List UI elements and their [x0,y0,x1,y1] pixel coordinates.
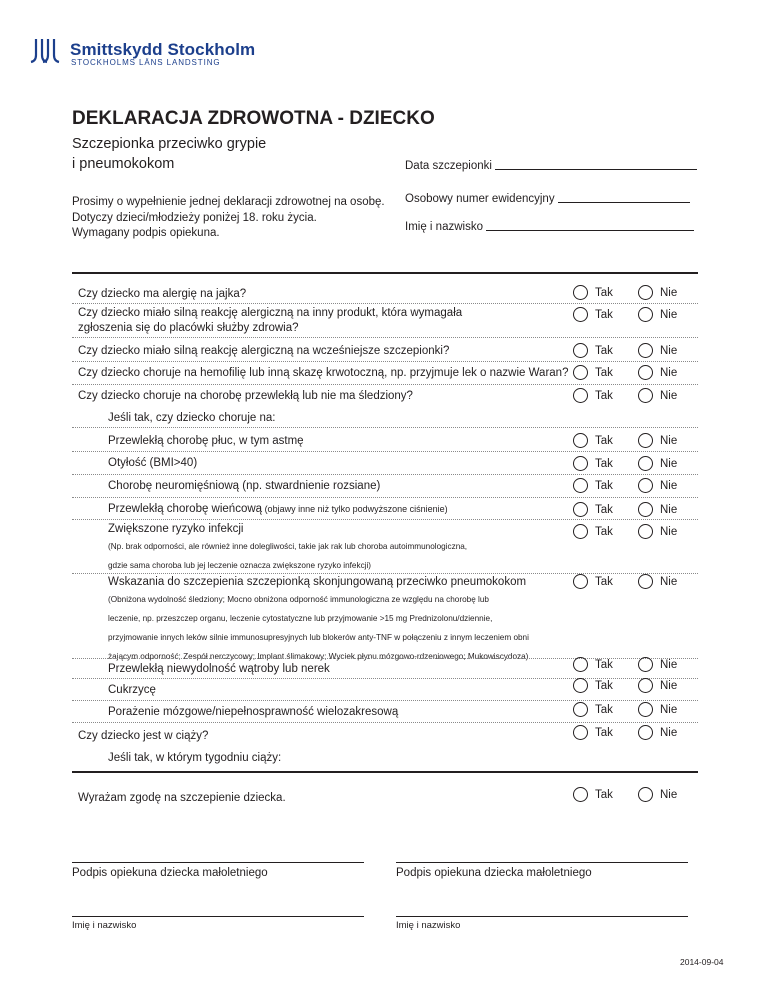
radio-circle-icon[interactable] [573,678,588,693]
radio-circle-icon[interactable] [573,343,588,358]
radio-circle-icon[interactable] [638,456,653,471]
divider [72,303,698,304]
radio-circle-icon[interactable] [573,433,588,448]
name-label-left: Imię i nazwisko [72,920,137,931]
no-option-label: Nie [660,389,678,402]
no-option[interactable] [638,574,677,589]
radio-circle-icon[interactable] [573,574,588,589]
radio-circle-icon[interactable] [638,478,653,493]
yes-option[interactable] [573,456,613,471]
name-label: Imię i nazwisko [405,221,483,233]
no-option[interactable] [638,678,677,693]
subquestion-liver-kidney: Przewlekłą niewydolność wątroby lub nerek [108,663,330,675]
no-option[interactable] [638,285,677,300]
radio-circle-icon[interactable] [638,702,653,717]
radio-circle-icon[interactable] [638,343,653,358]
subquestion-infection-risk: Zwiększone ryzyko infekcji [108,523,244,535]
no-option[interactable] [638,478,677,493]
vaccination-date-field[interactable] [405,160,697,172]
yes-option-label: Tak [595,658,613,671]
no-option[interactable] [638,307,677,322]
divider [72,497,698,498]
name-field[interactable] [405,221,694,233]
radio-circle-icon[interactable] [638,502,653,517]
yes-option[interactable] [573,478,613,493]
subquestion-pneumococcal: Wskazania do szczepienia szczepionką skonjungowaną przeciwko pneumokokom [108,576,527,588]
yes-option[interactable] [573,433,613,448]
yes-option-label: Tak [595,479,613,492]
yes-option-label: Tak [595,575,613,588]
radio-circle-icon[interactable] [638,388,653,403]
radio-circle-icon[interactable] [573,524,588,539]
yes-option[interactable] [573,787,613,802]
yes-option[interactable] [573,725,613,740]
subquestion-obesity: Otyłość (BMI>40) [108,457,198,469]
no-option-label: Nie [660,286,678,299]
radio-circle-icon[interactable] [573,307,588,322]
yes-option-label: Tak [595,788,613,801]
radio-circle-icon[interactable] [638,433,653,448]
document-subtitle: Szczepionka przeciwko grypie i pneumokokom [72,136,267,172]
no-option-label: Nie [660,658,678,671]
yes-option[interactable] [573,524,613,539]
personal-number-field[interactable] [405,193,690,205]
name-line-right[interactable] [396,916,688,917]
no-option-label: Nie [660,366,678,379]
no-option[interactable] [638,388,677,403]
no-option-label: Nie [660,434,678,447]
no-option[interactable] [638,502,677,517]
signature-label-right: Podpis opiekuna dziecka małoletniego [396,867,592,879]
question-pregnancy: Czy dziecko jest w ciąży? [78,730,209,742]
signature-line-left[interactable] [72,862,364,863]
note-pneumococcal: (Obniżona wydolność śledziony; Mocno obniżona odporność immunologiczna ze względu na chorobę lub leczenie, np. przeszczep organu, leczenie cytostatyczne lub przyjmowanie >15 mg Prednizolonu/dziennie, przyjmowanie innych leków silnie immunosupresyjnych lub blokerów anty-TNF w połączeniu z innym leczeniem obni żającym odporność; Zespół nerczycowy; Implant ślimakowy; Wyciek płynu mózgowo-rdzeniowego; Mukowiscydoza) [108,595,529,661]
personal-number-label: Osobowy numer ewidencyjny [405,193,555,205]
divider [72,337,698,338]
personal-number-line[interactable] [558,202,690,203]
yes-option[interactable] [573,388,613,403]
divider [72,700,698,701]
radio-circle-icon[interactable] [638,574,653,589]
radio-circle-icon[interactable] [573,657,588,672]
subquestion-cerebral-palsy: Porażenie mózgowe/niepełnosprawność wielozakresową [108,706,399,718]
yes-option-label: Tak [595,344,613,357]
subquestion-lung-disease: Przewlekłą chorobę płuc, w tym astmę [108,435,304,447]
yes-option-label: Tak [595,389,613,402]
radio-circle-icon[interactable] [573,702,588,717]
vaccination-date-line[interactable] [495,169,697,170]
section-divider [72,272,698,274]
no-option[interactable] [638,343,677,358]
name-line-left[interactable] [72,916,364,917]
no-option[interactable] [638,433,677,448]
yes-option-label: Tak [595,726,613,739]
radio-circle-icon[interactable] [573,388,588,403]
yes-option[interactable] [573,657,613,672]
no-option-label: Nie [660,679,678,692]
yes-option[interactable] [573,574,613,589]
section-divider [72,771,698,773]
yes-option-label: Tak [595,286,613,299]
yes-option[interactable] [573,678,613,693]
yes-option-label: Tak [595,308,613,321]
radio-circle-icon[interactable] [638,285,653,300]
radio-circle-icon[interactable] [573,725,588,740]
vaccination-date-label: Data szczepionki [405,160,492,172]
yes-option[interactable] [573,285,613,300]
footer-date: 2014-09-04 [680,957,724,967]
no-option-label: Nie [660,479,678,492]
no-option-label: Nie [660,726,678,739]
divider [72,451,698,452]
if-yes-label: Jeśli tak, czy dziecko choruje na: [108,412,276,424]
no-option-label: Nie [660,503,678,516]
no-option-label: Nie [660,344,678,357]
no-option[interactable] [638,702,677,717]
no-option-label: Nie [660,308,678,321]
name-label-right: Imię i nazwisko [396,920,461,931]
yes-option-label: Tak [595,703,613,716]
radio-circle-icon[interactable] [638,725,653,740]
radio-circle-icon[interactable] [638,657,653,672]
subquestion-diabetes: Cukrzycę [108,684,156,696]
consent-text: Wyrażam zgodę na szczepienie dziecka. [78,792,286,804]
document-title: DEKLARACJA ZDROWOTNA - DZIECKO [72,108,435,129]
yes-option[interactable] [573,502,613,517]
yes-option-label: Tak [595,457,613,470]
yes-option[interactable] [573,365,613,380]
question-chronic-disease: Czy dziecko choruje na chorobę przewlekłą lub nie ma śledziony? [78,390,413,402]
signature-line-right[interactable] [396,862,688,863]
note-infection-risk: (Np. brak odporności, ale również inne dolegliwości, takie jak rak lub choroba autoimmunologiczna, gdzie sama choroba lub jej leczenie oznacza zwiększone ryzyko infekcji) [108,542,468,570]
radio-circle-icon[interactable] [573,502,588,517]
radio-circle-icon[interactable] [638,787,653,802]
radio-circle-icon[interactable] [638,365,653,380]
sll-logo-icon [30,38,60,64]
pregnancy-follow-up: Jeśli tak, w którym tygodniu ciąży: [108,752,282,764]
yes-option-label: Tak [595,525,613,538]
question-hemophilia: Czy dziecko choruje na hemofilię lub inną skazę krwotoczną, np. przyjmuje lek o nazwie Waran? [78,367,569,379]
divider [72,474,698,475]
no-option[interactable] [638,787,677,802]
radio-circle-icon[interactable] [573,285,588,300]
radio-circle-icon[interactable] [573,787,588,802]
divider [72,519,698,520]
yes-option-label: Tak [595,503,613,516]
divider [72,427,698,428]
no-option-label: Nie [660,525,678,538]
divider [72,722,698,723]
no-option[interactable] [638,657,677,672]
signature-label-left: Podpis opiekuna dziecka małoletniego [72,867,268,879]
radio-circle-icon[interactable] [638,307,653,322]
question-egg-allergy: Czy dziecko ma alergię na jajka? [78,288,247,300]
question-vaccine-reaction: Czy dziecko miało silną reakcję alergiczną na wcześniejsze szczepionki? [78,345,450,357]
no-option[interactable] [638,725,677,740]
no-option-label: Nie [660,788,678,801]
no-option[interactable] [638,456,677,471]
no-option[interactable] [638,524,677,539]
radio-circle-icon[interactable] [573,478,588,493]
yes-option-label: Tak [595,366,613,379]
divider [72,361,698,362]
radio-circle-icon[interactable] [573,456,588,471]
no-option-label: Nie [660,457,678,470]
radio-circle-icon[interactable] [638,524,653,539]
yes-option-label: Tak [595,434,613,447]
subquestion-neuromuscular: Chorobę neuromięśniową (np. stwardnienie rozsiane) [108,480,381,492]
no-option-label: Nie [660,703,678,716]
yes-option[interactable] [573,307,613,322]
org-subtitle: STOCKHOLMS LÄNS LANDSTING [71,58,221,67]
divider [72,384,698,385]
intro-text: Prosimy o wypełnienie jednej deklaracji zdrowotnej na osobę. Dotyczy dzieci/młodzieży poniżej 18. roku życia. Wymagany podpis opiekuna. [72,196,385,239]
question-allergic-reaction-product: Czy dziecko miało silną reakcję alergiczną na inny produkt, która wymagała zgłoszenia się do placówki służby zdrowia? [78,307,463,334]
name-line[interactable] [486,230,694,231]
yes-option-label: Tak [595,679,613,692]
radio-circle-icon[interactable] [573,365,588,380]
radio-circle-icon[interactable] [638,678,653,693]
yes-option[interactable] [573,702,613,717]
no-option[interactable] [638,365,677,380]
subquestion-coronary: Przewlekłą chorobę wieńcową (objawy inne niż tylko podwyższone ciśnienie) [108,503,448,515]
yes-option[interactable] [573,343,613,358]
no-option-label: Nie [660,575,678,588]
org-name: Smittskydd Stockholm [70,40,256,59]
